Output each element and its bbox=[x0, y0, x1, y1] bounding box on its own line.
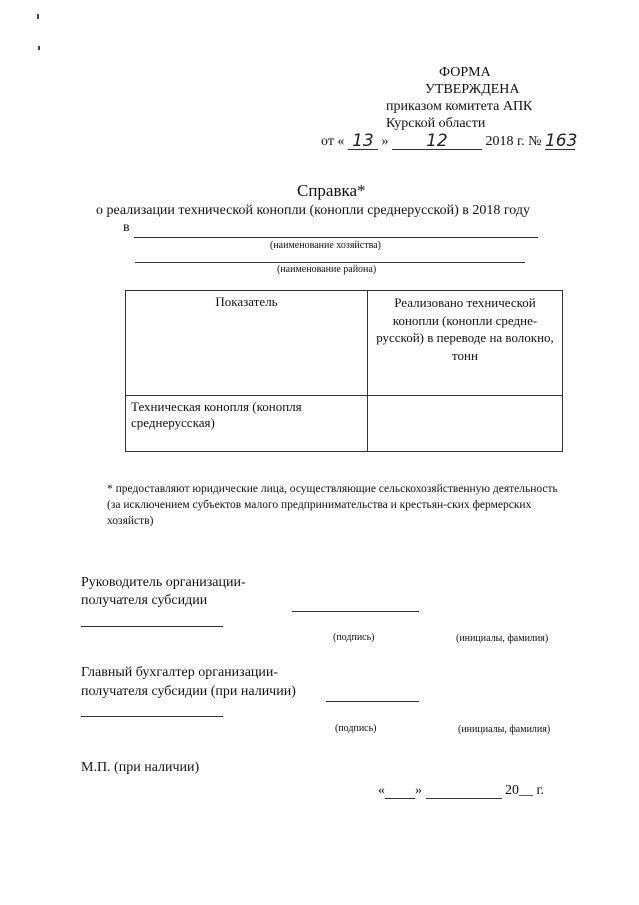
district-caption: (наименование района) bbox=[277, 264, 377, 275]
header-indicator-label: Показатель bbox=[215, 294, 278, 309]
head-title-line2: получателя субсидии bbox=[81, 593, 208, 608]
date-prefix: от « bbox=[321, 134, 345, 149]
approval-region-label: Курской области bbox=[386, 116, 486, 131]
bottom-date-close: » bbox=[415, 783, 422, 798]
date-month-field bbox=[392, 131, 482, 150]
row-label-cell bbox=[126, 396, 368, 452]
order-number-field bbox=[544, 131, 578, 151]
district-name-field bbox=[135, 261, 525, 263]
data-table bbox=[125, 290, 563, 452]
row-value-cell bbox=[368, 396, 563, 452]
header-cell-sold bbox=[368, 291, 563, 396]
stamp-place: М.П. (при наличии) bbox=[81, 760, 200, 775]
bottom-date-open: « bbox=[378, 783, 385, 798]
head-title-line1: Руководитель организации- bbox=[81, 575, 246, 590]
table-header-row bbox=[126, 291, 563, 396]
document-title: Справка* bbox=[297, 181, 366, 200]
accountant-extra-field bbox=[81, 715, 223, 717]
farm-name-field bbox=[134, 236, 538, 238]
head-signature-field bbox=[292, 610, 419, 612]
approval-form-label: ФОРМА bbox=[439, 65, 491, 80]
footnote: * предоставляют юридические лица, осуществляющие сельскохозяйственную деятельность (за исключением субъектов малого предпринимательства и крестьян-ских фермерских хозяйств) bbox=[107, 483, 558, 528]
table-row bbox=[126, 396, 563, 452]
approval-order-label: приказом комитета АПК bbox=[386, 99, 533, 114]
date-month-handwritten: 12 bbox=[426, 131, 448, 151]
accountant-signature-field bbox=[326, 700, 419, 702]
row-label: Техническая конопля (конопля среднерусская) bbox=[131, 399, 302, 430]
head-extra-field bbox=[81, 625, 223, 627]
farm-prefix: в bbox=[123, 220, 130, 235]
bottom-date-line bbox=[378, 783, 544, 799]
head-signature-caption: (подпись) bbox=[333, 632, 375, 643]
margin-mark bbox=[37, 14, 39, 19]
order-number-handwritten: 163 bbox=[544, 131, 578, 151]
accountant-title-line1: Главный бухгалтер организации- bbox=[81, 665, 279, 680]
date-year-text: 2018 г. № bbox=[485, 134, 542, 149]
accountant-signature-caption: (подпись) bbox=[335, 723, 377, 734]
header-cell-indicator bbox=[126, 291, 368, 396]
accountant-name-caption: (инициалы, фамилия) bbox=[458, 724, 551, 735]
bottom-date-year: 20__ г. bbox=[505, 783, 545, 798]
bottom-date-month-field bbox=[426, 784, 502, 799]
accountant-title-line2: получателя субсидии (при наличии) bbox=[81, 684, 296, 699]
approval-date-line bbox=[321, 131, 578, 151]
date-day-field bbox=[348, 131, 378, 150]
margin-mark bbox=[38, 46, 40, 50]
bottom-date-day-field bbox=[385, 784, 415, 799]
date-day-handwritten: 13 bbox=[352, 131, 374, 151]
approval-approved-label: УТВЕРЖДЕНА bbox=[425, 82, 520, 97]
header-sold-label: Реализовано технической конопли (конопли средне-русской) в переводе на волокно, тонн bbox=[376, 295, 554, 363]
head-name-caption: (инициалы, фамилия) bbox=[456, 633, 549, 644]
date-month-sep: » bbox=[381, 134, 389, 149]
document-subtitle: о реализации технической конопли (конопли среднерусской) в 2018 году bbox=[96, 203, 531, 218]
farm-caption: (наименование хозяйства) bbox=[270, 240, 381, 251]
